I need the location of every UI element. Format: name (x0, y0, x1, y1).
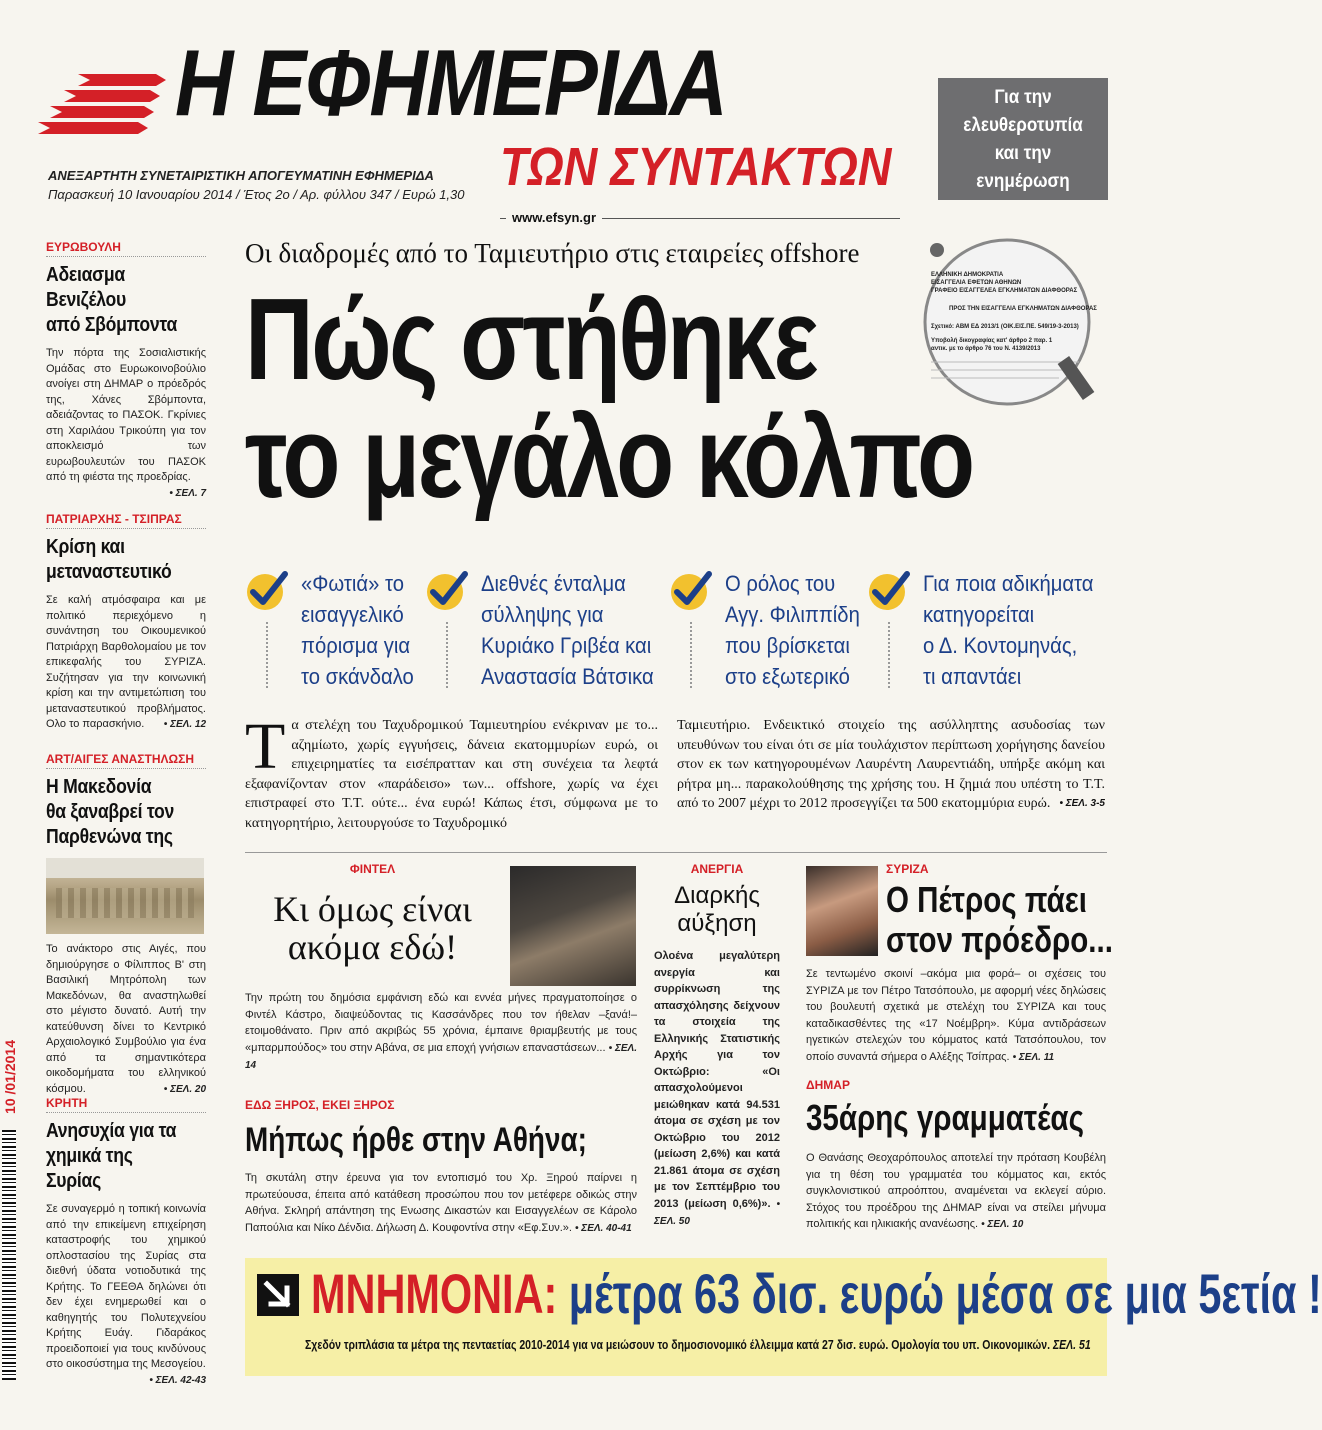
page-ref: • ΣΕΛ. 10 (981, 1219, 1024, 1230)
body-text: Ολοένα μεγαλύτερη ανεργία και συρρίκνωση της απασχόλησης δείχνουν τα στοιχεία της Ελληνικής Στατιστικής Αρχής για τον Οκτώβριο: «Οι απασχολούμενοι μειώθηκαν κατά 94.531 άτομα σε σχέση με τον Οκτώβριο του 2012 (μείωση 2,6%) και κατά 21.861 άτομα σε σχέση με τον Σεπτέμβριο του 2013 (μείωση 0,6%)». (654, 950, 780, 1210)
banner-headline (311, 1262, 1322, 1326)
barcode (2, 1130, 16, 1380)
headline-line: από Σβόμποντα (46, 314, 178, 336)
banner-text: μέτρα 63 δισ. ευρώ μέσα σε μια 5ετία ! (568, 1262, 1322, 1325)
subtitle-text: Σχεδόν τριπλάσια τα μέτρα της πενταετίας 2010-2014 για να μειώσουν το δημοσιονομικό έλλειμμα κατά 27 δισ. ευρώ. Ομολογία του υπ. Οικονομικών. (305, 1338, 1051, 1352)
story-headline (245, 890, 500, 966)
date-strip-text: 10 /01/2014 (2, 1040, 18, 1114)
doc-line: ΠΡΟΣ ΤΗΝ ΕΙΣΑΓΓΕΛΙΑ ΕΓΚΛΗΜΑΤΩΝ ΔΙΑΦΘΟΡΑΣ (949, 306, 1097, 312)
line: πόρισμα για (301, 633, 411, 658)
lead-text: α στελέχη του Ταχυδρομικού Ταμιευτηρίου ενέκριναν με το... αζημίωτο, χωρίς εγγυήσεις, δάνεια εκατομμυρίων ευρώ, οι επιχειρηματίες τα εισέπρατταν και στη συνέχεια τα λεφτά εξαφανίζονταν στον «παράδεισο» των... offshore, χωρίς να έχει επιστραφεί στο Τ.Τ. ούτε... ένα ευρώ! Κάπως έτσι, σύμφωνα με το κατηγορητήριο, λειτουργούσε το Ταχυδρομικό (245, 718, 658, 831)
page-ref: • ΣΕΛ. 12 (163, 719, 206, 730)
body-text: Σε τεντωμένο σκοινί –ακόμα μια φορά– οι σχέσεις του ΣΥΡΙΖΑ με τον Πέτρο Τατσόπουλο, με αφορμή νέες δηλώσεις του βουλευτή σχετικά με στελέχη του ΣΥΡΙΖΑ και τους καταδικασθέντες της «17 Νοέμβρη». Κύμα αντιδράσεων ηγετικών στελεχών του κόμματος κατά Τατσόπουλου, τον οποίο συναντά σήμερα ο Αλέξης Τσίπρας. (806, 968, 1106, 1063)
checkmark-icon (425, 568, 469, 612)
sidebar-headline (46, 263, 187, 338)
page-ref: • ΣΕΛ. 11 (1012, 1051, 1055, 1063)
line: σύλληψης για (481, 602, 604, 627)
motto-box (938, 78, 1108, 200)
story-kicker: ΣΥΡΙΖΑ (886, 862, 929, 876)
key-point-text (301, 568, 414, 692)
motto-line: ενημέρωση (976, 171, 1070, 192)
story-kicker: ΦΙΝΤΕΛ (349, 862, 396, 876)
story-body (654, 948, 780, 1231)
headline-line: αύξηση (677, 910, 757, 937)
body-text: Την πόρτα της Σοσιαλιστικής Ομάδας στο Ευρωκοινοβούλιο ανοίγει στη ΔΗΜΑΡ ο πρόεδρός της, Χάνες Σβόμποντα, αδειάζοντας το ΠΑΣΟΚ. Γκρίνιες στη Χαριλάου Τρικούπη για τον αποκλεισμό των ευρωβουλευτών του ΠΑΣΟΚ από τη φιέστα της προεδρίας. (46, 347, 206, 483)
sidebar-headline (46, 1119, 187, 1194)
masthead-tagline: ΑΝΕΞΑΡΤΗΤΗ ΣΥΝΕΤΑΙΡΙΣΤΙΚΗ ΑΠΟΓΕΥΜΑΤΙΝΗ ΕΦΗΜΕΡΙΔΑ (48, 168, 434, 183)
sidebar-kicker (46, 752, 206, 769)
headline-line: Αδειασμα (46, 264, 125, 286)
headline-line: Βενιζέλου (46, 289, 126, 311)
story-headline: Μήπως ήρθε στην Αθήνα; (245, 1121, 587, 1159)
story-kicker: ΔΗΜΑΡ (806, 1078, 850, 1092)
headline-line: Η Μακεδονία (46, 776, 152, 798)
doc-line: ΕΛΛΗΝΙΚΗ ΔΗΜΟΚΡΑΤΙΑ (931, 272, 1004, 278)
line: κατηγορείται (923, 602, 1035, 627)
line: Αγγ. Φιλιππίδη (725, 602, 860, 627)
banner-subtitle (305, 1338, 1091, 1352)
story-fidel-body (245, 990, 637, 1075)
banner-label: ΜΝΗΜΟΝΙΑ: (311, 1262, 558, 1325)
headline-line: Πώς στήθηκε (245, 274, 817, 404)
doc-line: ΕΙΣΑΓΓΕΛΙΑ ΕΦΕΤΩΝ ΑΘΗΝΩΝ (931, 280, 1022, 286)
line: Διεθνές ένταλμα (481, 571, 626, 596)
page-ref: • ΣΕΛ. 50 (654, 1198, 780, 1227)
motto-line: και την (994, 143, 1052, 164)
motto-line: ελευθεροτυπία (963, 115, 1083, 136)
line: εισαγγελικό (301, 602, 404, 627)
sidebar-story[interactable] (46, 752, 206, 1097)
headline-line: θα ξαναβρεί τον (46, 801, 174, 823)
sidebar-body (46, 593, 206, 733)
line: τι απαντάει (923, 664, 1022, 689)
line: Αναστασία Βάτσικα (481, 664, 654, 689)
line: ο Δ. Κοντομηνάς, (923, 633, 1078, 658)
story-body (245, 1170, 637, 1237)
lead-column (245, 710, 658, 833)
magnified-document-image (909, 236, 1105, 406)
headline-line: Κι όμως είναι (273, 889, 472, 929)
line: Ο ρόλος του (725, 571, 836, 596)
sidebar-body (46, 346, 206, 499)
sidebar-story[interactable] (46, 512, 206, 733)
arrow-down-right-icon (257, 1274, 299, 1316)
story-headline (654, 882, 780, 938)
story-unemployment[interactable] (654, 862, 780, 1231)
lead-text: Ταμιευτήριο. Ενδεικτικό στοιχείο της ασύλληπτης ασυδοσίας των υπευθύνων του είναι ότι σε μία τουλάχιστον περίπτωση χορήγησης δανείου στον εκ των κατηγορουμένων Λαυρέντη Λαυρεντιάδη, υπήρξε ακόμη και ρήτρα μη... παρακολούθησης της χρήσης του. Η ζημιά που υπέστη το Τ.Τ. από το 2007 μέχρι το 2012 προσεγγίζει τα 500 εκατομμύρια ευρώ. (677, 718, 1105, 811)
page-ref: • ΣΕΛ. 42-43 (149, 1374, 206, 1386)
sidebar-story[interactable] (46, 1096, 206, 1388)
headline-line: Διαρκής (674, 882, 760, 909)
lead-column (677, 716, 1105, 814)
story-kicker: ΕΔΩ ΞΗΡΟΣ, ΕΚΕΙ ΞΗΡΟΣ (245, 1098, 395, 1112)
sidebar-headline (46, 775, 187, 850)
story-headline: 35άρης γραμματέας (806, 1097, 1084, 1138)
story-xiros[interactable] (245, 1098, 637, 1237)
website-link[interactable]: www.efsyn.gr (506, 210, 602, 225)
story-body (245, 990, 637, 1075)
headline-line: μεταναστευτικό (46, 561, 172, 583)
story-kicker: ΑΝΕΡΓΙΑ (690, 862, 744, 876)
line: το σκάνδαλο (301, 664, 414, 689)
doc-line: αντικ. με το άρθρο 76 του Ν. 4139/2013 (931, 346, 1041, 352)
issue-info: Παρασκευή 10 Ιανουαρίου 2014 / Έτος 2ο / Αρ. φύλλου 347 / Ευρώ 1,30 (48, 187, 465, 202)
line: Κυριάκο Γριβέα και (481, 633, 652, 658)
sidebar-kicker: ΚΡΗΤΗ (46, 1096, 206, 1113)
checkmark-icon (245, 568, 289, 612)
story-headline (886, 879, 1113, 960)
dotted-divider (888, 622, 890, 688)
line: στο εξωτερικό (725, 664, 850, 689)
story-fidel[interactable] (245, 862, 500, 966)
petros-tatsopoulos-photo (806, 866, 878, 956)
headline-line: το μεγάλο κόλπο (245, 392, 973, 522)
pen-nibs-logo-icon (38, 70, 170, 142)
body-text: Σε καλή ατμόσφαιρα και με πολιτικό περιεχόμενο η συνάντηση του Οικουμενικού Πατριάρχη Βαρθολομαίου με τον επικεφαλής του ΣΥΡΙΖΑ. Συζήτησαν για την κοινωνική κρίση και την αντιμετώπιση του μεταναστευτικού προβλήματος. Ολο το παρασκήνιο. (46, 594, 206, 730)
lead-headline (245, 274, 973, 522)
page-ref: • ΣΕΛ. 20 (163, 1083, 206, 1095)
sidebar-kicker: ΠΑΤΡΙΑΡΧΗΣ - ΤΣΙΠΡΑΣ (46, 512, 206, 529)
key-point-text (725, 568, 860, 692)
masthead-subtitle: ΤΩΝ ΣΥΝΤΑΚΤΩΝ (500, 137, 892, 197)
doc-line: Υποβολή δικογραφίας κατ' άρθρο 2 παρ. 1 (931, 338, 1053, 344)
checkmark-icon (669, 568, 713, 612)
headline-line: Παρθενώνα της (46, 826, 173, 848)
sidebar-story[interactable] (46, 240, 206, 501)
headline-line: Κρίση και (46, 536, 125, 558)
dotted-divider (446, 622, 448, 688)
art-label: ART (46, 752, 71, 766)
headline-line: Ανησυχία για τα (46, 1120, 177, 1142)
body-text: Την πρώτη του δημόσια εμφάνιση εδώ και εννέα μήνες πραγματοποίησε ο Φιντέλ Κάστρο, διαψεύδοντας τις Κασσάνδρες που τον ήθελαν –ξανά!– ετοιμοθάνατο. Πριν από ακριβώς 55 χρόνια, έμπαινε θριαμβευτής με τους «μπαρμπούδος» του στην Αβάνα, σε μια εποχή γνήσιων επαναστάσεων... (245, 992, 637, 1054)
body-text: Το ανάκτορο στις Αιγές, που δημιούργησε ο Φίλιππος Β' στη Βασιλική Μητρόπολη των Μακεδόνων, θα αναστηλωθεί στο μέγιστο δυνατό. Αυτή την κατεύθυνση δίνει το Κεντρικό Αρχαιολογικό Συμβούλιο για ένα από τα σημαντικότερα οικοδομήματα του ελληνικού κόσμου. (46, 943, 206, 1095)
sidebar-kicker: ΕΥΡΩΒΟΥΛΗ (46, 240, 206, 257)
page-ref: • ΣΕΛ. 3-5 (1059, 798, 1105, 809)
motto-line: Για την (994, 87, 1052, 108)
body-text: Τη σκυτάλη στην έρευνα για τον εντοπισμό του Χρ. Ξηρού παίρνει η πρωτεύουσα, έπειτα από κατάθεση προσώπου που τον μετέφερε οδικώς στην Αθήνα. Σκληρή απάντηση της Ενωσης Δικαστών και Εισαγγελέων σε Κάρολο Παπούλια και Νίκο Δένδια. Δήλωση Δ. Κουφοντίνα στην «Εφ.Συν.». (245, 1172, 637, 1234)
lead-deck: Οι διαδρομές από το Ταμιευτήριο στις εταιρείες offshore (245, 238, 860, 268)
aiges-ruins-photo (46, 858, 204, 934)
key-point-text (923, 568, 1093, 692)
page-ref: • ΣΕΛ. 14 (245, 1042, 637, 1071)
sidebar-headline (46, 535, 187, 585)
story-syriza-body (806, 966, 1106, 1066)
dotted-divider (266, 622, 268, 688)
doc-line: ΓΡΑΦΕΙΟ ΕΙΣΑΓΓΕΛΕΑ ΕΓΚΛΗΜΑΤΩΝ ΔΙΑΦΘΟΡΑΣ (931, 288, 1078, 294)
drop-cap: Τ (245, 710, 286, 783)
page-ref: ΣΕΛ. 51 (1052, 1338, 1091, 1352)
story-body (806, 1150, 1106, 1234)
headline-line: Ο Πέτρος πάει (886, 879, 1087, 920)
headline-line: ακόμα εδώ! (287, 927, 458, 967)
sidebar-body (46, 942, 206, 1097)
doc-line: Σχετικό: ΑΒΜ ΕΔ 2013/1 (ΟΙΚ.ΕΙΣ.ΠΕ. 549/19-3-2013) (931, 324, 1079, 330)
memorandum-banner[interactable] (245, 1258, 1322, 1376)
body-text: Σε συναγερμό η τοπική κοινωνία από την επικείμενη επιχείρηση καταστροφής του χημικού οπλοστασίου της Συρίας στα διεθνή ύδατα νοτιοδυτικά της Κρήτης. Το ΓΕΕΘΑ δηλώνει ότι δεν έχει ενημερωθεί και ο καθηγητής του Πολυτεχνείου Κρήτης Ευάγ. Γιδαράκος προειδοποιεί για τους κινδύνους στο οικοσύστημα της Μεσογείου. (46, 1203, 206, 1370)
section-divider (245, 852, 1107, 853)
story-dimar[interactable] (806, 1078, 1106, 1234)
masthead (0, 0, 1152, 230)
fidel-castro-photo (510, 866, 636, 986)
key-point-text (481, 568, 654, 692)
headline-line: στον πρόεδρο... (886, 919, 1113, 960)
line: «Φωτιά» το (301, 571, 404, 596)
line: που βρίσκεται (725, 633, 850, 658)
line: Για ποια αδικήματα (923, 571, 1094, 596)
sidebar (46, 240, 206, 1386)
page-ref: • ΣΕΛ. 7 (169, 487, 206, 499)
body-text: Ο Θανάσης Θεοχαρόπουλος αποτελεί την πρόταση Κουβέλη για τη θέση του γραμματέα του κόμματος και, εκτός συγκλονιστικού απροόπτου, αναμένεται να εκλεγεί αύριο. Στόχος του προέδρου της ΔΗΜΑΡ είναι να στείλει μήνυμα πολιτικής και ηλικιακής ανανέωσης. (806, 1152, 1106, 1230)
story-body (806, 966, 1106, 1066)
dotted-divider (690, 622, 692, 688)
headline-line: χημικά της Συρίας (46, 1145, 133, 1192)
page-ref: • ΣΕΛ. 40-41 (575, 1222, 632, 1234)
masthead-title: Η ΕΦΗΜΕΡΙΔΑ (175, 30, 726, 135)
checkmark-icon (867, 568, 911, 612)
key-points (245, 568, 1105, 698)
kicker-text: /ΑΙΓΕΣ ΑΝΑΣΤΗΛΩΣΗ (70, 752, 194, 766)
story-syriza[interactable] (886, 862, 1113, 960)
sidebar-body (46, 1202, 206, 1386)
